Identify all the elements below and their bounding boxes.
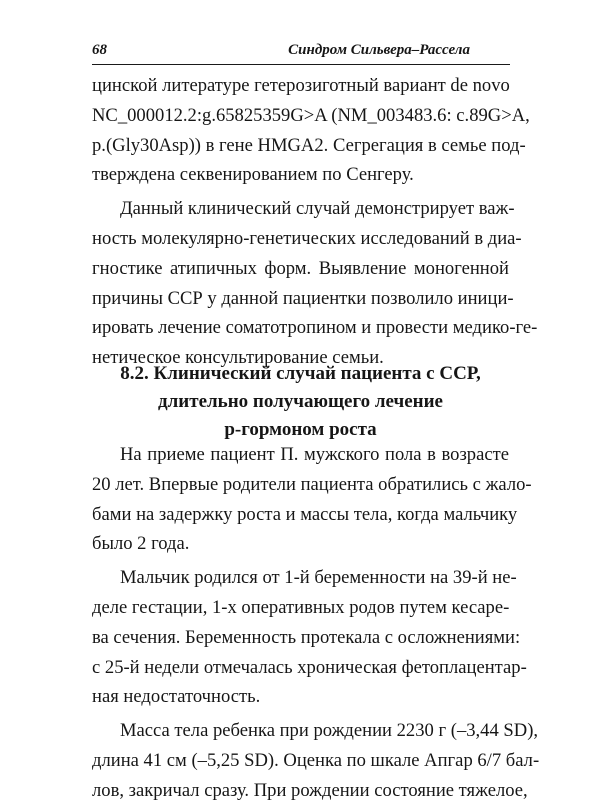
text-line: Данный клинический случай демонстрирует важ- (120, 198, 515, 220)
heading-line: р-гормоном роста (224, 419, 377, 440)
text-line: гностике атипичных форм. Выявление моногенной (92, 257, 509, 279)
paragraph (92, 716, 540, 805)
text-line: бами на задержку роста и массы тела, когда мальчику (92, 503, 518, 525)
text-line: ировать лечение соматотропином и провести медико-ге- (92, 317, 538, 339)
top-text-block (92, 71, 538, 373)
text-line: NC_000012.2:g.65825359G>A (NM_003483.6: c.89G>A, (92, 104, 530, 126)
text-line: длина 41 см (–5,25 SD). Оценка по шкале Апгар 6/7 бал- (92, 749, 540, 771)
text-line: с 25-й недели отмечалась хроническая фетоплацентар- (92, 656, 527, 678)
heading-line: 8.2. Клинический случай пациента с ССР, (120, 363, 481, 384)
paragraph (92, 440, 532, 559)
text-line: ва сечения. Беременность протекала с осложнениями: (92, 626, 521, 648)
text-line: тверждена секвенированием по Сенгеру. (92, 164, 414, 186)
text-line: лов, закричал сразу. При рождении состояние тяжелое, (92, 779, 528, 801)
heading-line: длительно получающего лечение (158, 391, 443, 412)
text-line: причины ССР у данной пациентки позволило иници- (92, 287, 514, 309)
text-line: На приеме пациент П. мужского пола в возрасте (120, 444, 509, 465)
running-head (92, 42, 510, 62)
text-line: ная недостаточность. (92, 686, 261, 708)
text-line: Масса тела ребенка при рождении 2230 г (–3,44 SD), (120, 720, 539, 742)
text-line: было 2 года. (92, 533, 190, 555)
paragraph (92, 563, 527, 712)
text-line: Мальчик родился от 1-й беременности на 39-й не- (120, 567, 517, 589)
text-line: нетическое консультирование семьи. (92, 347, 384, 369)
bottom-text-block (92, 440, 540, 806)
running-title: Синдром Сильвера–Рассела (288, 42, 470, 58)
section-heading (92, 360, 509, 444)
header-rule (92, 64, 510, 65)
paragraph-continuation (92, 71, 530, 190)
text-line: деле гестации, 1-х оперативных родов путем кесаре- (92, 596, 510, 618)
text-line: цинской литературе гетерозиготный вариант de novo (92, 75, 510, 96)
text-line: ность молекулярно-генетических исследований в диа- (92, 227, 522, 249)
text-line: p.(Gly30Asp)) в гене HMGA2. Сегрегация в семье под- (92, 134, 526, 156)
paragraph (92, 194, 538, 373)
page-number: 68 (92, 42, 107, 58)
text-line: 20 лет. Впервые родители пациента обратились с жало- (92, 473, 532, 495)
